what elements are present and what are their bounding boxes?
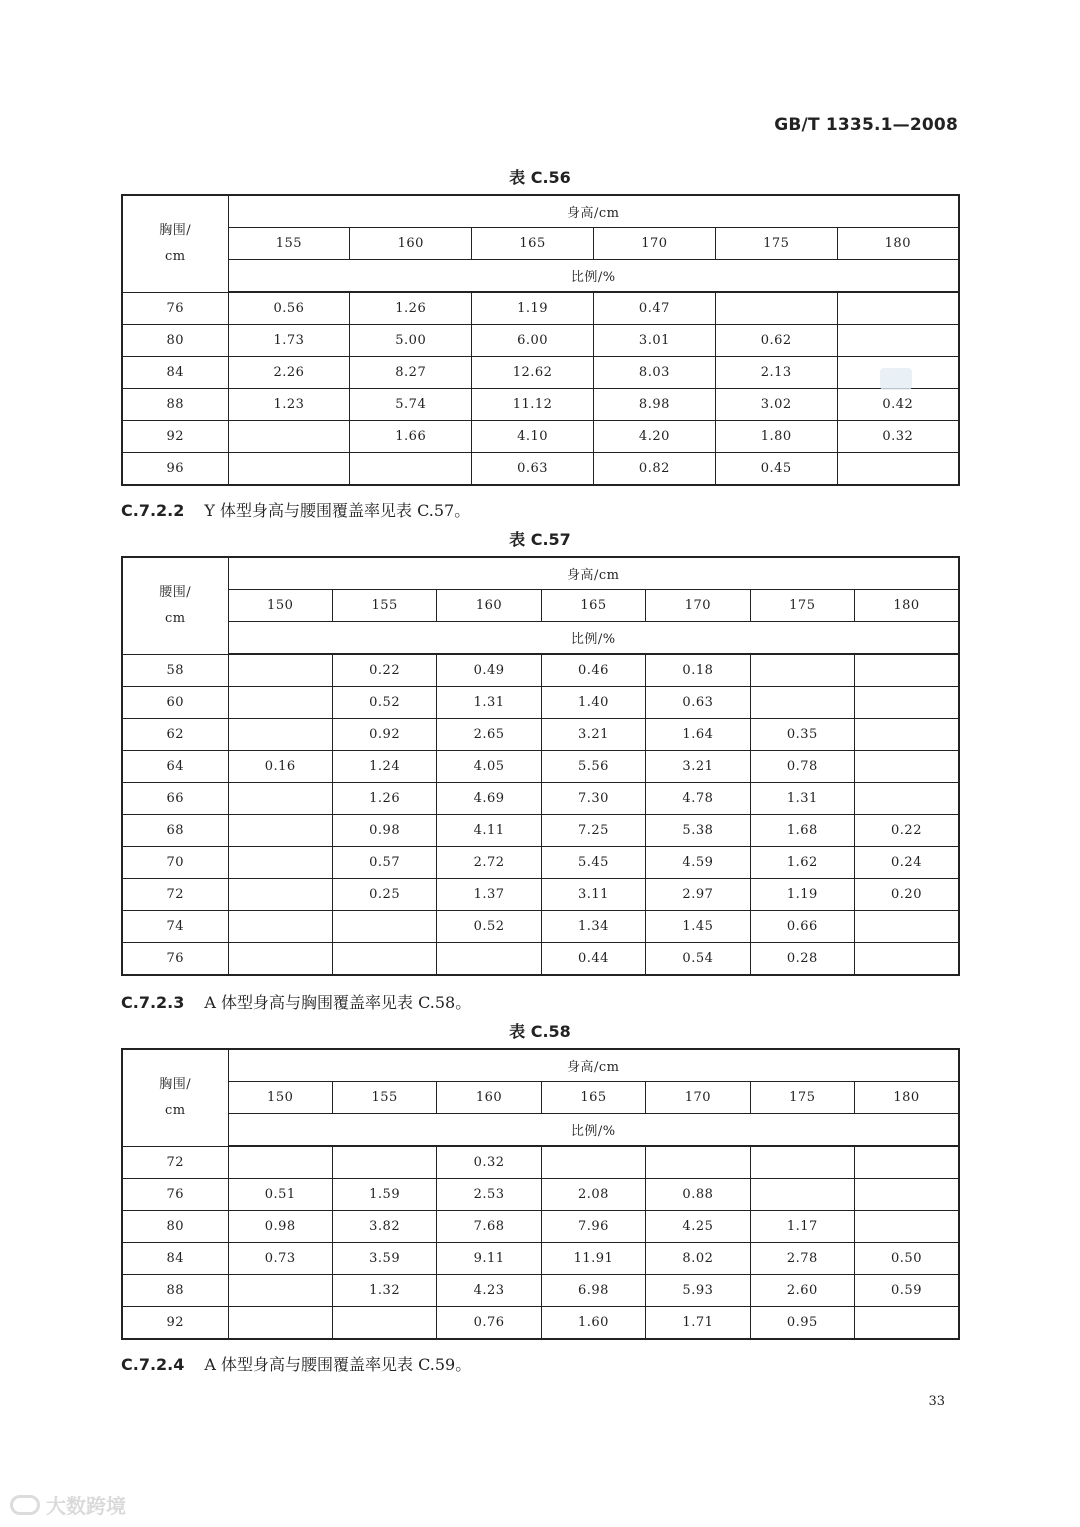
table-cell: [437, 943, 541, 976]
table-cell: [837, 453, 959, 486]
table-caption-c57: 表 C.57: [509, 530, 571, 549]
table-cell: [750, 1179, 854, 1211]
table-cell: 1.32: [332, 1275, 436, 1307]
table-cell: 0.78: [750, 751, 854, 783]
table-cell: 1.40: [541, 687, 645, 719]
column-header: 160: [437, 1082, 541, 1114]
document-code: GB/T 1335.1—2008: [774, 115, 958, 135]
row-header: 92: [122, 1307, 228, 1340]
paragraph-c723: [121, 990, 471, 1013]
table-cell: 11.91: [541, 1243, 645, 1275]
table-cell: 3.02: [715, 389, 837, 421]
table-cell: 0.57: [332, 847, 436, 879]
table-cell: 12.62: [472, 357, 594, 389]
table-cell: 0.59: [855, 1275, 959, 1307]
table-row: [122, 389, 959, 421]
table-cell: 1.34: [541, 911, 645, 943]
table-cell: 0.52: [437, 911, 541, 943]
table-cell: 8.03: [593, 357, 715, 389]
column-header: 155: [332, 1082, 436, 1114]
table-cell: 5.45: [541, 847, 645, 879]
table-cell: 1.31: [437, 687, 541, 719]
table-row: [122, 453, 959, 486]
table-cell: 1.31: [750, 783, 854, 815]
table-cell: 6.98: [541, 1275, 645, 1307]
table-cell: 0.22: [332, 654, 436, 687]
row-header: 84: [122, 1243, 228, 1275]
table-row: [122, 325, 959, 357]
table-row: [122, 1146, 959, 1179]
table-row: [122, 911, 959, 943]
table-row: [122, 751, 959, 783]
table-cell: [332, 1307, 436, 1340]
column-header: 175: [750, 590, 854, 622]
table-cell: 2.26: [228, 357, 350, 389]
paragraph-c724: [121, 1352, 471, 1375]
column-header: 160: [350, 228, 472, 260]
column-header: 170: [593, 228, 715, 260]
table-cell: [228, 654, 332, 687]
table-cell: 4.69: [437, 783, 541, 815]
table-cell: 7.96: [541, 1211, 645, 1243]
table-cell: 7.25: [541, 815, 645, 847]
row-header: 62: [122, 719, 228, 751]
table-cell: [332, 943, 436, 976]
table-cell: 4.78: [646, 783, 750, 815]
table-caption-c58: 表 C.58: [509, 1022, 571, 1041]
column-header: 150: [228, 590, 332, 622]
ratio-header: 比例/%: [228, 622, 959, 655]
table-cell: 4.23: [437, 1275, 541, 1307]
table-cell: [837, 325, 959, 357]
table-cell: 1.23: [228, 389, 350, 421]
column-header: 170: [646, 590, 750, 622]
table-cell: 3.01: [593, 325, 715, 357]
table-cell: 1.59: [332, 1179, 436, 1211]
clause-text: A 体型身高与胸围覆盖率见表 C.58。: [204, 993, 472, 1012]
table-cell: [855, 654, 959, 687]
table-c57: [121, 556, 960, 976]
table-cell: [855, 1146, 959, 1179]
row-header: 58: [122, 654, 228, 687]
table-cell: [855, 1179, 959, 1211]
table-cell: 0.98: [332, 815, 436, 847]
table-cell: 0.42: [837, 389, 959, 421]
column-header: 155: [228, 228, 350, 260]
table-cell: 0.51: [228, 1179, 332, 1211]
table-cell: 2.65: [437, 719, 541, 751]
table-cell: [715, 292, 837, 325]
table-cell: 2.72: [437, 847, 541, 879]
table-cell: 0.56: [228, 292, 350, 325]
table-cell: 0.35: [750, 719, 854, 751]
table-cell: [350, 453, 472, 486]
clause-number: C.7.2.3: [121, 993, 185, 1012]
paragraph-c722: [121, 498, 470, 521]
table-cell: 4.05: [437, 751, 541, 783]
height-header: 身高/cm: [228, 557, 959, 590]
table-row: [122, 719, 959, 751]
row-header: 76: [122, 1179, 228, 1211]
table-cell: 5.74: [350, 389, 472, 421]
table-cell: [750, 687, 854, 719]
table-cell: [541, 1146, 645, 1179]
table-cell: 0.82: [593, 453, 715, 486]
corner-label-line: cm: [164, 610, 186, 626]
row-header: 70: [122, 847, 228, 879]
table-cell: [855, 783, 959, 815]
table-cell: 0.73: [228, 1243, 332, 1275]
row-header: 84: [122, 357, 228, 389]
row-header: 96: [122, 453, 228, 486]
table-row: [122, 1307, 959, 1340]
table-cell: 0.49: [437, 654, 541, 687]
table-row: [122, 1179, 959, 1211]
row-header: 76: [122, 292, 228, 325]
table-cell: 1.37: [437, 879, 541, 911]
table-c56: [121, 194, 960, 486]
table-cell: [837, 292, 959, 325]
row-header: 64: [122, 751, 228, 783]
table-cell: [332, 911, 436, 943]
table-cell: 4.20: [593, 421, 715, 453]
table-cell: [228, 421, 350, 453]
table-row: [122, 357, 959, 389]
table-cell: 1.73: [228, 325, 350, 357]
ratio-header: 比例/%: [228, 1114, 959, 1147]
table-cell: 0.16: [228, 751, 332, 783]
ratio-header: 比例/%: [228, 260, 959, 293]
table-cell: 3.21: [646, 751, 750, 783]
table-cell: [855, 1211, 959, 1243]
table-cell: 0.54: [646, 943, 750, 976]
table-cell: 2.13: [715, 357, 837, 389]
table-cell: [228, 1146, 332, 1179]
table-cell: 2.78: [750, 1243, 854, 1275]
table-cell: 3.59: [332, 1243, 436, 1275]
table-caption-c56: 表 C.56: [509, 168, 571, 187]
corner-label-line: 腰围/: [159, 584, 192, 600]
page-number: 33: [928, 1394, 945, 1409]
row-header: 92: [122, 421, 228, 453]
table-cell: [228, 815, 332, 847]
row-header: 88: [122, 1275, 228, 1307]
table-cell: 1.17: [750, 1211, 854, 1243]
table-cell: [228, 943, 332, 976]
table-cell: 0.95: [750, 1307, 854, 1340]
table-cell: 0.66: [750, 911, 854, 943]
table-cell: 0.22: [855, 815, 959, 847]
table-cell: 9.11: [437, 1243, 541, 1275]
row-header: 88: [122, 389, 228, 421]
column-header: 175: [750, 1082, 854, 1114]
table-cell: 0.46: [541, 654, 645, 687]
corner-label-line: cm: [164, 1102, 186, 1118]
table-cell: [228, 453, 350, 486]
table-cell: 1.19: [472, 292, 594, 325]
table-cell: [855, 943, 959, 976]
table-cell: 11.12: [472, 389, 594, 421]
row-header: 76: [122, 943, 228, 976]
table-cell: 8.02: [646, 1243, 750, 1275]
table-cell: 3.21: [541, 719, 645, 751]
clause-number: C.7.2.4: [121, 1355, 185, 1374]
table-cell: 1.45: [646, 911, 750, 943]
table-cell: 0.44: [541, 943, 645, 976]
row-header: 66: [122, 783, 228, 815]
column-header: 165: [472, 228, 594, 260]
table-row: [122, 654, 959, 687]
row-header: 74: [122, 911, 228, 943]
table-cell: 0.18: [646, 654, 750, 687]
table-cell: [855, 751, 959, 783]
table-cell: 7.68: [437, 1211, 541, 1243]
table-cell: [228, 687, 332, 719]
table-cell: 1.62: [750, 847, 854, 879]
corner-header: [122, 1049, 228, 1146]
corner-label-line: cm: [164, 248, 186, 264]
table-cell: [228, 879, 332, 911]
table-row: [122, 879, 959, 911]
table-row: [122, 847, 959, 879]
scan-smudge: [880, 368, 912, 390]
table-cell: 2.53: [437, 1179, 541, 1211]
watermark: [10, 1490, 126, 1519]
table-cell: 0.45: [715, 453, 837, 486]
table-cell: [332, 1146, 436, 1179]
table-cell: 7.30: [541, 783, 645, 815]
table-row: [122, 815, 959, 847]
table-cell: 4.59: [646, 847, 750, 879]
column-header: 170: [646, 1082, 750, 1114]
table-cell: 1.26: [332, 783, 436, 815]
height-header: 身高/cm: [228, 1049, 959, 1082]
watermark-text: 大数跨境: [46, 1494, 126, 1518]
table-cell: 5.00: [350, 325, 472, 357]
watermark-logo-icon: [10, 1495, 40, 1515]
row-header: 72: [122, 879, 228, 911]
clause-text: A 体型身高与腰围覆盖率见表 C.59。: [204, 1355, 472, 1374]
table-row: [122, 943, 959, 976]
table-cell: 0.63: [646, 687, 750, 719]
clause-number: C.7.2.2: [121, 501, 185, 520]
table-cell: 1.68: [750, 815, 854, 847]
corner-header: [122, 557, 228, 654]
table-row: [122, 292, 959, 325]
table-cell: 8.98: [593, 389, 715, 421]
table-cell: 1.66: [350, 421, 472, 453]
table-cell: 0.28: [750, 943, 854, 976]
table-c58: [121, 1048, 960, 1340]
table-cell: [855, 1307, 959, 1340]
table-cell: [855, 719, 959, 751]
table-cell: 0.20: [855, 879, 959, 911]
corner-label-line: 胸围/: [159, 222, 192, 238]
table-row: [122, 1275, 959, 1307]
row-header: 60: [122, 687, 228, 719]
table-cell: 1.80: [715, 421, 837, 453]
clause-text: Y 体型身高与腰围覆盖率见表 C.57。: [204, 501, 471, 520]
table-cell: [750, 654, 854, 687]
table-cell: [228, 719, 332, 751]
table-cell: 6.00: [472, 325, 594, 357]
table-cell: 1.19: [750, 879, 854, 911]
table-cell: 2.60: [750, 1275, 854, 1307]
table-cell: 0.32: [437, 1146, 541, 1179]
table-cell: [228, 1275, 332, 1307]
table-row: [122, 1243, 959, 1275]
column-header: 165: [541, 590, 645, 622]
table-cell: 5.38: [646, 815, 750, 847]
corner-label-line: 胸围/: [159, 1076, 192, 1092]
table-row: [122, 687, 959, 719]
table-cell: [855, 687, 959, 719]
corner-header: [122, 195, 228, 292]
table-cell: [750, 1146, 854, 1179]
table-cell: 0.24: [855, 847, 959, 879]
row-header: 72: [122, 1146, 228, 1179]
row-header: 80: [122, 325, 228, 357]
table-cell: 1.71: [646, 1307, 750, 1340]
column-header: 155: [332, 590, 436, 622]
table-cell: 0.98: [228, 1211, 332, 1243]
table-cell: 0.47: [593, 292, 715, 325]
table-row: [122, 1211, 959, 1243]
table-row: [122, 421, 959, 453]
column-header: 160: [437, 590, 541, 622]
table-cell: 0.88: [646, 1179, 750, 1211]
column-header: 165: [541, 1082, 645, 1114]
table-cell: 0.25: [332, 879, 436, 911]
table-cell: 1.60: [541, 1307, 645, 1340]
table-cell: 8.27: [350, 357, 472, 389]
table-cell: 1.24: [332, 751, 436, 783]
table-cell: 0.76: [437, 1307, 541, 1340]
table-cell: 0.62: [715, 325, 837, 357]
table-cell: [228, 911, 332, 943]
column-header: 180: [837, 228, 959, 260]
table-cell: 2.97: [646, 879, 750, 911]
table-cell: [855, 911, 959, 943]
table-row: [122, 783, 959, 815]
row-header: 80: [122, 1211, 228, 1243]
table-cell: 0.50: [855, 1243, 959, 1275]
table-cell: 4.10: [472, 421, 594, 453]
column-header: 175: [715, 228, 837, 260]
row-header: 68: [122, 815, 228, 847]
table-cell: 0.32: [837, 421, 959, 453]
table-cell: 5.56: [541, 751, 645, 783]
table-cell: 1.26: [350, 292, 472, 325]
table-cell: [228, 847, 332, 879]
table-cell: 3.11: [541, 879, 645, 911]
column-header: 180: [855, 1082, 959, 1114]
column-header: 150: [228, 1082, 332, 1114]
table-cell: 0.63: [472, 453, 594, 486]
table-cell: 4.25: [646, 1211, 750, 1243]
table-cell: 0.52: [332, 687, 436, 719]
height-header: 身高/cm: [228, 195, 959, 228]
table-cell: 1.64: [646, 719, 750, 751]
table-cell: [646, 1146, 750, 1179]
column-header: 180: [855, 590, 959, 622]
table-cell: [228, 1307, 332, 1340]
table-cell: 4.11: [437, 815, 541, 847]
table-cell: 5.93: [646, 1275, 750, 1307]
table-cell: 2.08: [541, 1179, 645, 1211]
table-cell: 0.92: [332, 719, 436, 751]
table-cell: 3.82: [332, 1211, 436, 1243]
table-cell: [228, 783, 332, 815]
